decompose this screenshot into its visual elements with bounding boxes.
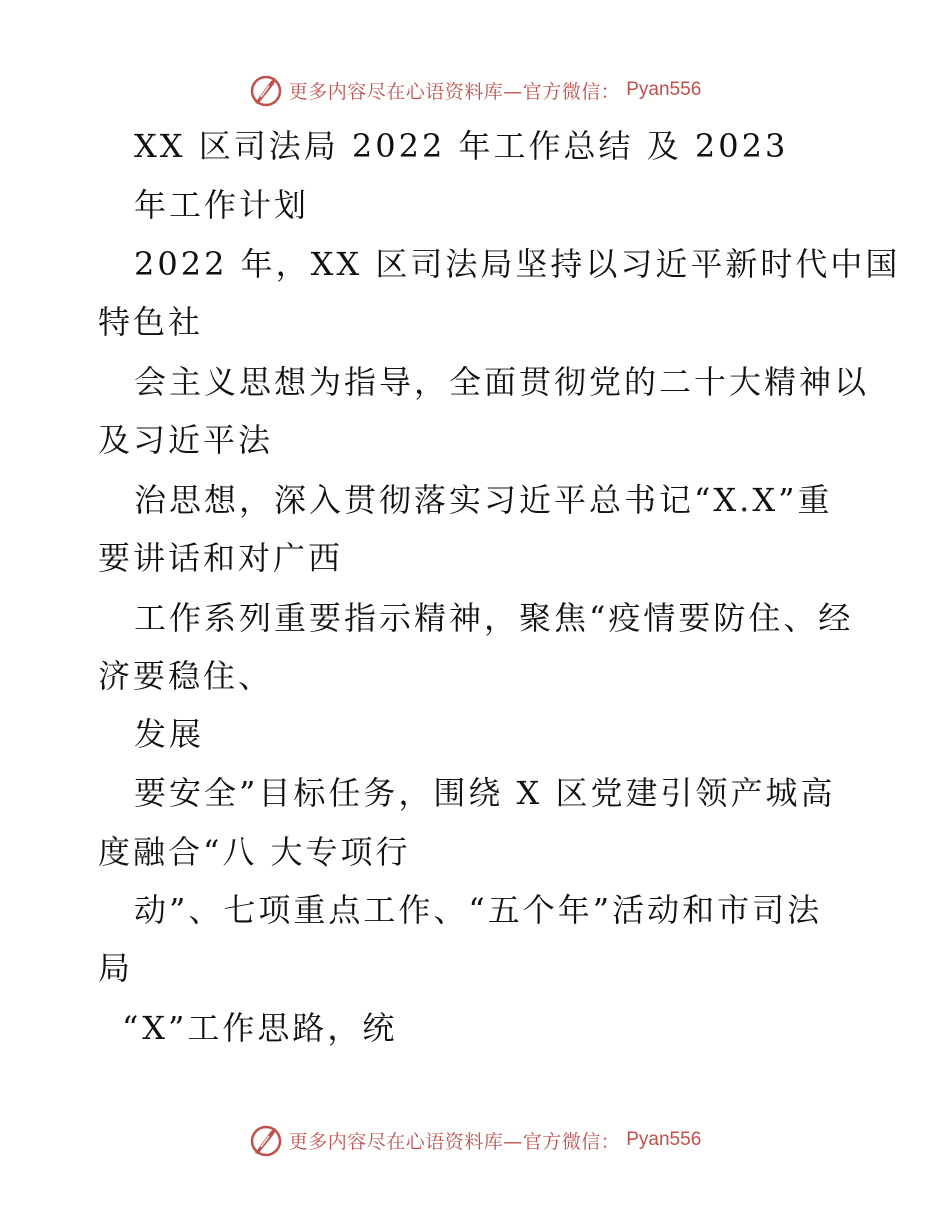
header-banner-handle: Pyan556 — [626, 79, 702, 100]
quill-pen-logo-icon — [249, 73, 283, 107]
body-line-14: 动”、七项重点工作、“五个年”活动和市司法 — [134, 891, 823, 929]
footer-banner-handle: Pyan556 — [626, 1129, 702, 1150]
header-banner-text: 更多内容尽在心语资料库—官方微信： — [288, 80, 621, 103]
body-line-2: 年工作计划 — [134, 186, 310, 224]
body-line-1: XX 区司法局 2022 年工作总结 及 2023 — [134, 127, 789, 165]
footer-banner — [0, 1120, 950, 1160]
body-line-15: 局 — [98, 949, 134, 987]
body-line-3: 2022 年，XX 区司法局坚持以习近平新时代中国 — [134, 245, 901, 283]
header-banner — [0, 70, 950, 110]
body-line-11: 发展 — [134, 715, 205, 753]
body-line-12: 要安全”目标任务，围绕 X 区党建引领产城高 — [134, 774, 836, 812]
body-line-9: 工作系列重要指示精神，聚焦“疫情要防住、经 — [134, 599, 854, 637]
body-line-5: 会主义思想为指导，全面贯彻党的二十大精神以 — [134, 363, 870, 401]
body-line-6: 及习近平法 — [98, 421, 274, 459]
body-line-8: 要讲话和对广西 — [98, 539, 344, 577]
footer-banner-text: 更多内容尽在心语资料库—官方微信： — [288, 1130, 621, 1153]
body-line-7: 治思想，深入贯彻落实习近平总书记“X.X”重 — [134, 481, 833, 519]
body-line-16: “X”工作思路，统 — [122, 1009, 398, 1047]
body-line-13: 度融合“八 大专项行 — [98, 833, 411, 871]
quill-pen-logo-icon — [249, 1123, 283, 1157]
body-line-10: 济要稳住、 — [98, 657, 274, 695]
body-line-4: 特色社 — [98, 303, 204, 341]
